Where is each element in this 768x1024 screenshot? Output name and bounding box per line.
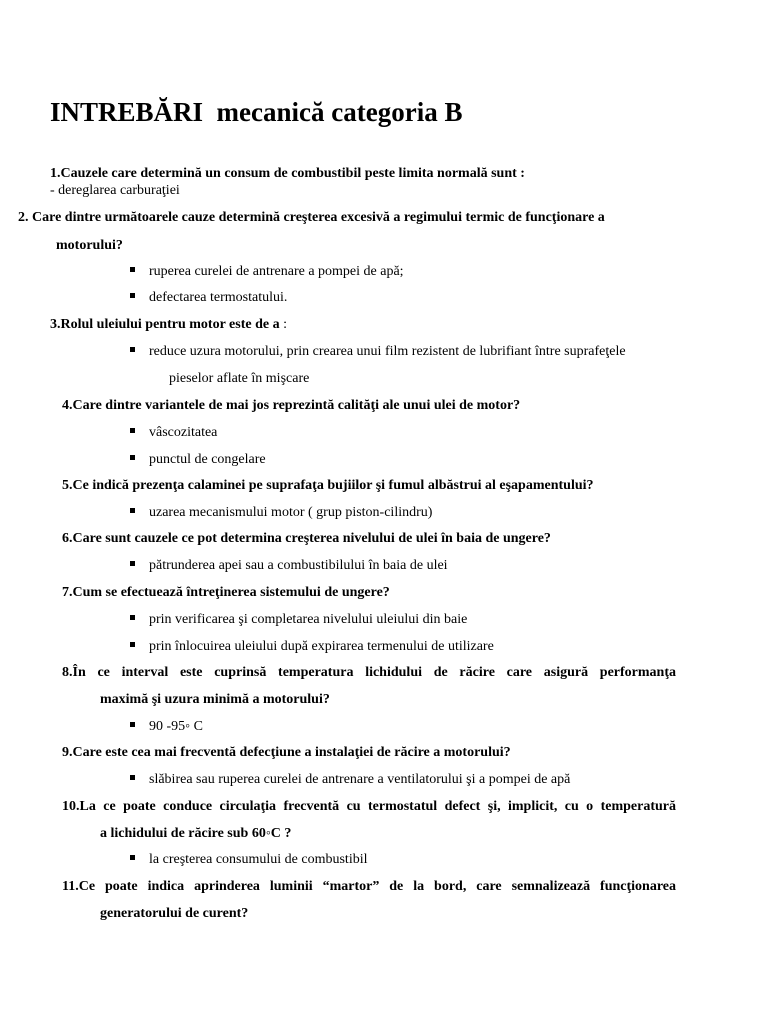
question-4: 4.Care dintre variantele de mai jos reprezintă calităţi ale unui ulei de motor? [62,398,521,413]
bullet-icon [130,775,135,780]
answer-3: reduce uzura motorului, prin crearea unui film rezistent de lubrifiant între suprafeţele [130,342,626,362]
question-11-line2: generatorului de curent? [100,906,249,921]
question-5: 5.Ce indică prezenţa calaminei pe suprafaţa bujiilor şi fumul albăstrui al eşapamentului? [62,478,594,493]
answer-1: - dereglarea carburaţiei [50,183,180,198]
bullet-icon [130,428,135,433]
question-11-line1: 11.Ce poate indica aprinderea luminii “martor” de la bord, care semnalizează funcţionarea [62,879,676,894]
answer-4-2: punctul de congelare [130,450,266,470]
answer-6: pătrunderea apei sau a combustibilului în baia de ulei [130,556,448,576]
question-9: 9.Care este cea mai frecventă defecţiune a instalaţiei de răcire a motorului? [62,745,511,760]
question-6: 6.Care sunt cauzele ce pot determina creşterea nivelului de ulei în baia de ungere? [62,531,551,546]
answer-3-continuation: pieselor aflate în mişcare [169,371,310,386]
bullet-icon [130,855,135,860]
question-1: 1.Cauzele care determină un consum de combustibil peste limita normală sunt : [50,166,525,181]
question-2-line1: 2. Care dintre următoarele cauze determină creşterea excesivă a regimului termic de funcţionare a [18,210,605,225]
answer-7-2: prin înlocuirea uleiului după expirarea termenului de utilizare [130,637,494,657]
bullet-icon [130,293,135,298]
answer-4-1: vâscozitatea [130,423,217,443]
question-2-line2: motorului? [56,238,123,253]
question-10-line2: a lichidului de răcire sub 60◦C ? [100,826,292,841]
bullet-icon [130,267,135,272]
answer-8: 90 -95◦ C [130,717,203,737]
bullet-icon [130,455,135,460]
answer-2-1: ruperea curelei de antrenare a pompei de apă; [130,262,404,282]
answer-7-1: prin verificarea şi completarea nivelului uleiului din baie [130,610,467,630]
bullet-icon [130,347,135,352]
answer-2-2: defectarea termostatului. [130,288,287,308]
bullet-icon [130,561,135,566]
answer-10: la creşterea consumului de combustibil [130,850,368,870]
bullet-icon [130,615,135,620]
question-7: 7.Cum se efectuează întreţinerea sistemului de ungere? [62,585,390,600]
question-3: 3.Rolul uleiului pentru motor este de a : [50,317,287,332]
question-8-line2: maximă şi uzura minimă a motorului? [100,692,330,707]
answer-5: uzarea mecanismului motor ( grup piston-cilindru) [130,503,432,523]
answer-9: slăbirea sau ruperea curelei de antrenare a ventilatorului şi a pompei de apă [130,770,570,790]
bullet-icon [130,642,135,647]
bullet-icon [130,508,135,513]
question-8-line1: 8.În ce interval este cuprinsă temperatura lichidului de răcire care asigură performanţa [62,665,676,680]
page-title: INTREBĂRI mecanică categoria B [50,97,463,127]
question-10-line1: 10.La ce poate conduce circulaţia frecventă cu termostatul defect şi, implicit, cu o temperatură [62,799,676,814]
bullet-icon [130,722,135,727]
